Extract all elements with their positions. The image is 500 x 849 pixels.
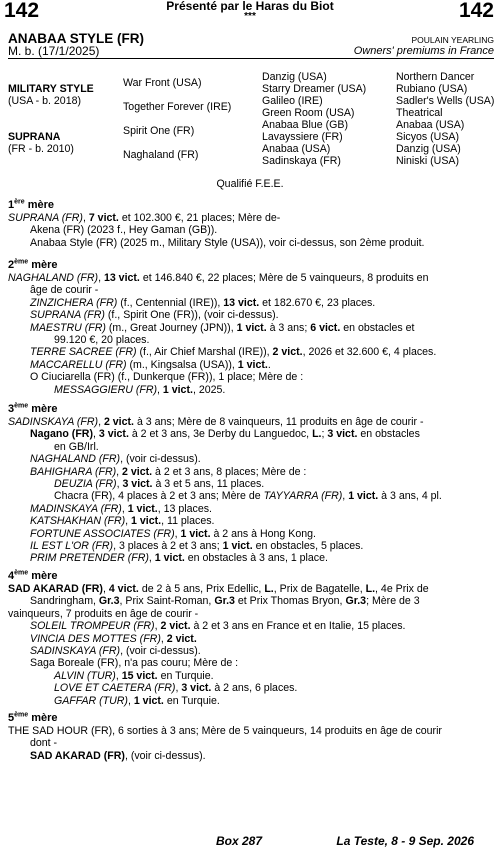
- record-line: BAHIGHARA (FR), 2 vict. à 2 et 3 ans, 8 places; Mère de :: [30, 465, 307, 478]
- record-line: SOLEIL TROMPEUR (FR), 2 vict. à 2 et 3 ans en France et en Italie, 15 places.: [30, 620, 406, 633]
- gen3-3: Galileo (IRE): [262, 95, 323, 107]
- gen2-sire-sire: War Front (USA): [123, 77, 202, 89]
- gen3-8: Sadinskaya (FR): [262, 155, 341, 167]
- record-line: 99.120 €, 20 places.: [54, 334, 150, 347]
- gen3-5: Anabaa Blue (GB): [262, 119, 348, 131]
- record-line: VINCIA DES MOTTES (FR), 2 vict.: [30, 632, 197, 645]
- record-line: dont -: [30, 737, 58, 750]
- category-label: POULAIN YEARLING: [411, 35, 494, 45]
- record-line: SAD AKARAD (FR), 4 vict. de 2 à 5 ans, Prix Edellic, L., Prix de Bagatelle, L., 4e Prix de: [8, 583, 429, 595]
- dam-info: (FR - b. 2010): [8, 143, 74, 155]
- record-line: DEUZIA (FR), 3 vict. à 3 et 5 ans, 11 places.: [54, 478, 265, 491]
- record-line: NAGHALAND (FR), (voir ci-dessus).: [30, 453, 201, 466]
- section-second-dam: [8, 259, 494, 396]
- gen4-1: Northern Dancer: [396, 71, 475, 83]
- gen3-6: Lavayssiere (FR): [262, 131, 343, 143]
- box-number: Box 287: [216, 834, 263, 848]
- record-line: SADINSKAYA (FR), (voir ci-dessus).: [30, 645, 201, 658]
- record-line: en GB/Irl.: [54, 440, 99, 453]
- section-heading: 3ème mère: [8, 402, 58, 415]
- header-divider: [8, 58, 494, 59]
- record-line: MESSAGGIERU (FR), 1 vict., 2025.: [54, 383, 226, 396]
- lot-number-right: 142: [458, 0, 494, 22]
- record-line: IL EST L'OR (FR), 3 places à 2 et 3 ans; 1 vict. en obstacles, 5 places.: [30, 540, 364, 553]
- section-heading: 1ère mère: [8, 198, 54, 211]
- gen4-6: Sicyos (USA): [396, 131, 459, 143]
- gen4-7: Danzig (USA): [396, 143, 461, 155]
- record-line: SAD AKARAD (FR), (voir ci-dessus).: [30, 749, 206, 762]
- record-line: Chacra (FR), 4 places à 2 et 3 ans; Mère de TAYYARRA (FR), 1 vict. à 3 ans, 4 pl.: [54, 490, 442, 503]
- gen4-3: Sadler's Wells (USA): [396, 95, 495, 107]
- gen3-2: Starry Dreamer (USA): [262, 83, 367, 95]
- record-line: Nagano (FR), 3 vict. à 2 et 3 ans, 3e Derby du Languedoc, L.; 3 vict. en obstacles: [30, 428, 420, 441]
- section-fifth-dam: [8, 712, 494, 762]
- section-first-dam: [8, 199, 494, 249]
- lot-number-left: 142: [4, 0, 40, 22]
- gen2-dam-sire: Spirit One (FR): [123, 125, 195, 137]
- record-line: Sandringham, Gr.3, Prix Saint-Roman, Gr.3 et Prix Thomas Bryon, Gr.3; Mère de 3: [30, 595, 420, 608]
- premiums-note: Owners' premiums in France: [353, 45, 494, 57]
- gen4-5: Anabaa (USA): [396, 119, 465, 131]
- section-heading: 5ème mère: [8, 711, 58, 724]
- sire-name: MILITARY STYLE: [8, 83, 94, 95]
- gen3-4: Green Room (USA): [262, 107, 355, 119]
- record-line: SUPRANA (FR), 7 vict. et 102.300 €, 21 places; Mère de-: [8, 212, 281, 224]
- record-line: SADINSKAYA (FR), 2 vict. à 3 ans; Mère de 8 vainqueurs, 11 produits en âge de courir -: [8, 416, 424, 428]
- gen4-8: Niniski (USA): [396, 155, 459, 167]
- record-line: THE SAD HOUR (FR), 6 sorties à 3 ans; Mère de 5 vainqueurs, 14 produits en âge de courir: [8, 725, 442, 737]
- record-line: FORTUNE ASSOCIATES (FR), 1 vict. à 2 ans à Hong Kong.: [30, 527, 316, 540]
- record-line: SUPRANA (FR) (f., Spirit One (FR)), (voir ci-dessus).: [30, 309, 279, 322]
- record-line: O Ciuciarella (FR) (f., Dunkerque (FR)), 1 place; Mère de :: [30, 371, 304, 384]
- record-line: NAGHALAND (FR), 13 vict. et 146.840 €, 22 places; Mère de 5 vainqueurs, 8 produits en: [8, 272, 429, 284]
- record-line: PRIM PRETENDER (FR), 1 vict. en obstacles à 3 ans, 1 place.: [30, 552, 328, 565]
- section-heading: 4ème mère: [8, 569, 58, 582]
- record-line: MACCARELLU (FR) (m., Kingsalsa (USA)), 1 vict..: [30, 358, 271, 371]
- gen2-sire-dam: Together Forever (IRE): [123, 101, 232, 113]
- record-line: MADINSKAYA (FR), 1 vict., 13 places.: [30, 502, 212, 515]
- gen4-4: Theatrical: [396, 107, 443, 119]
- record-line: KATSHAKHAN (FR), 1 vict., 11 places.: [30, 515, 215, 528]
- horse-description: M. b. (17/1/2025): [8, 44, 100, 58]
- consignor-title: Présenté par le Haras du Biot: [166, 0, 334, 13]
- record-line: ZINZICHERA (FR) (f., Centennial (IRE)), 13 vict. et 182.670 €, 23 places.: [30, 296, 376, 309]
- record-line: ALVIN (TUR), 15 vict. en Turquie.: [54, 669, 214, 682]
- consignor-stars: ***: [244, 11, 256, 22]
- dam-name: SUPRANA: [8, 131, 61, 143]
- record-line: TERRE SACREE (FR) (f., Air Chief Marshal (IRE)), 2 vict., 2026 et 32.600 €, 4 places.: [30, 346, 437, 359]
- gen3-1: Danzig (USA): [262, 71, 327, 83]
- section-third-dam: [8, 403, 494, 565]
- consignor-header: [0, 0, 500, 21]
- section-fourth-dam: [8, 570, 494, 707]
- horse-name: ANABAA STYLE (FR): [8, 31, 144, 46]
- sale-location-date: La Teste, 8 - 9 Sep. 2026: [336, 834, 474, 848]
- section-heading: 2ème mère: [8, 258, 58, 271]
- gen4-2: Rubiano (USA): [396, 83, 468, 95]
- record-line: Saga Boreale (FR), n'a pas couru; Mère de :: [30, 657, 239, 670]
- record-line: GAFFAR (TUR), 1 vict. en Turquie.: [54, 694, 220, 707]
- record-line: Akena (FR) (2023 f., Hey Gaman (GB)).: [30, 224, 218, 237]
- qualification-note: Qualifié F.E.E.: [216, 178, 284, 190]
- record-line: Anabaa Style (FR) (2025 m., Military Style (USA)), voir ci-dessus, son 2ème produit.: [30, 236, 425, 249]
- gen2-dam-dam: Naghaland (FR): [123, 149, 199, 161]
- record-line: LOVE ET CAETERA (FR), 3 vict. à 2 ans, 6 places.: [54, 682, 298, 695]
- sire-info: (USA - b. 2018): [8, 95, 82, 107]
- gen3-7: Anabaa (USA): [262, 143, 331, 155]
- record-line: vainqueurs, 7 produits en âge de courir -: [8, 607, 199, 620]
- record-line: MAESTRU (FR) (m., Great Journey (JPN)), 1 vict. à 3 ans; 6 vict. en obstacles et: [30, 321, 415, 334]
- record-line: âge de courir -: [30, 284, 99, 297]
